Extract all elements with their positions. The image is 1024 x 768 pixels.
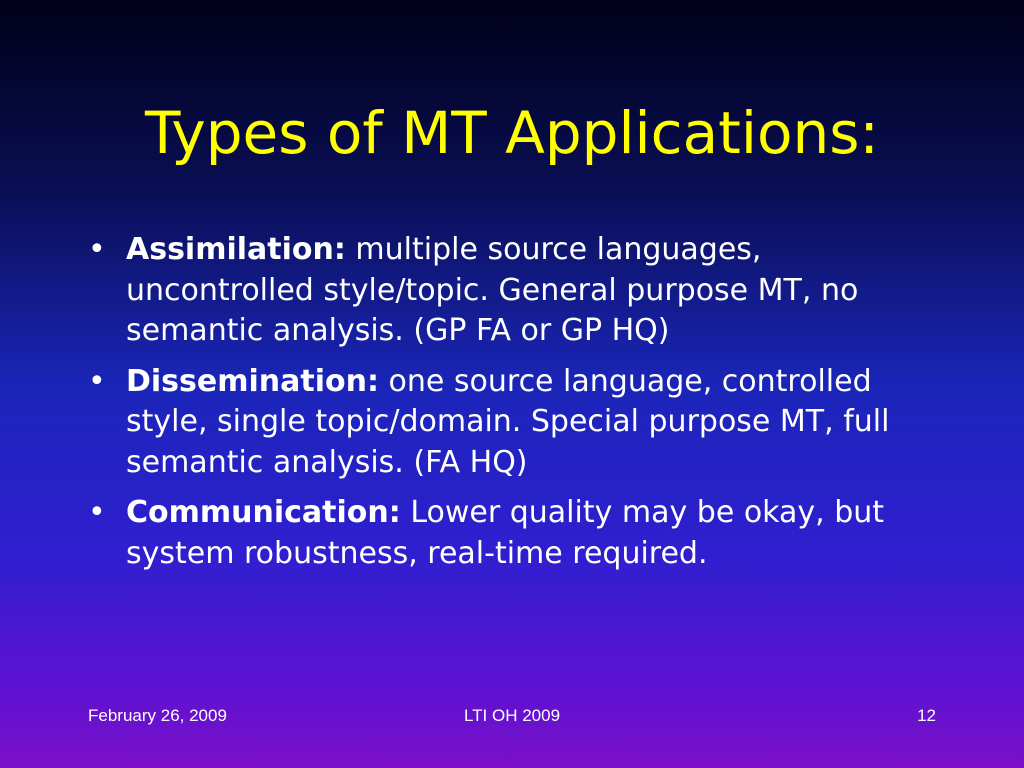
footer-date: February 26, 2009 bbox=[88, 706, 227, 725]
bullet-item-communication bbox=[88, 493, 948, 574]
bullet-dot-icon: • bbox=[88, 495, 106, 530]
bullet-text: multiple source languages, uncontrolled style/topic. General purpose MT, no semantic analysis. (GP FA or GP HQ) bbox=[126, 232, 859, 348]
bullet-item-dissemination bbox=[88, 362, 948, 484]
bullet-item-assimilation bbox=[88, 230, 948, 352]
bullet-list bbox=[88, 230, 948, 584]
slide-title: Types of MT Applications: bbox=[145, 99, 879, 167]
footer-center-text: LTI OH 2009 bbox=[463, 706, 561, 725]
bullet-dot-icon: • bbox=[88, 363, 106, 399]
bullet-term: Assimilation: bbox=[126, 232, 346, 267]
bullet-term: Dissemination: bbox=[126, 363, 379, 399]
bullet-term: Communication: bbox=[126, 495, 401, 530]
bullet-text: Lower quality may be okay, but system robustness, real-time required. bbox=[126, 495, 885, 571]
footer-page-number: 12 bbox=[917, 706, 936, 725]
bullet-dot-icon: • bbox=[88, 232, 106, 267]
bullet-text: one source language, controlled style, single topic/domain. Special purpose MT, full semantic analysis. (FA HQ) bbox=[126, 363, 890, 480]
